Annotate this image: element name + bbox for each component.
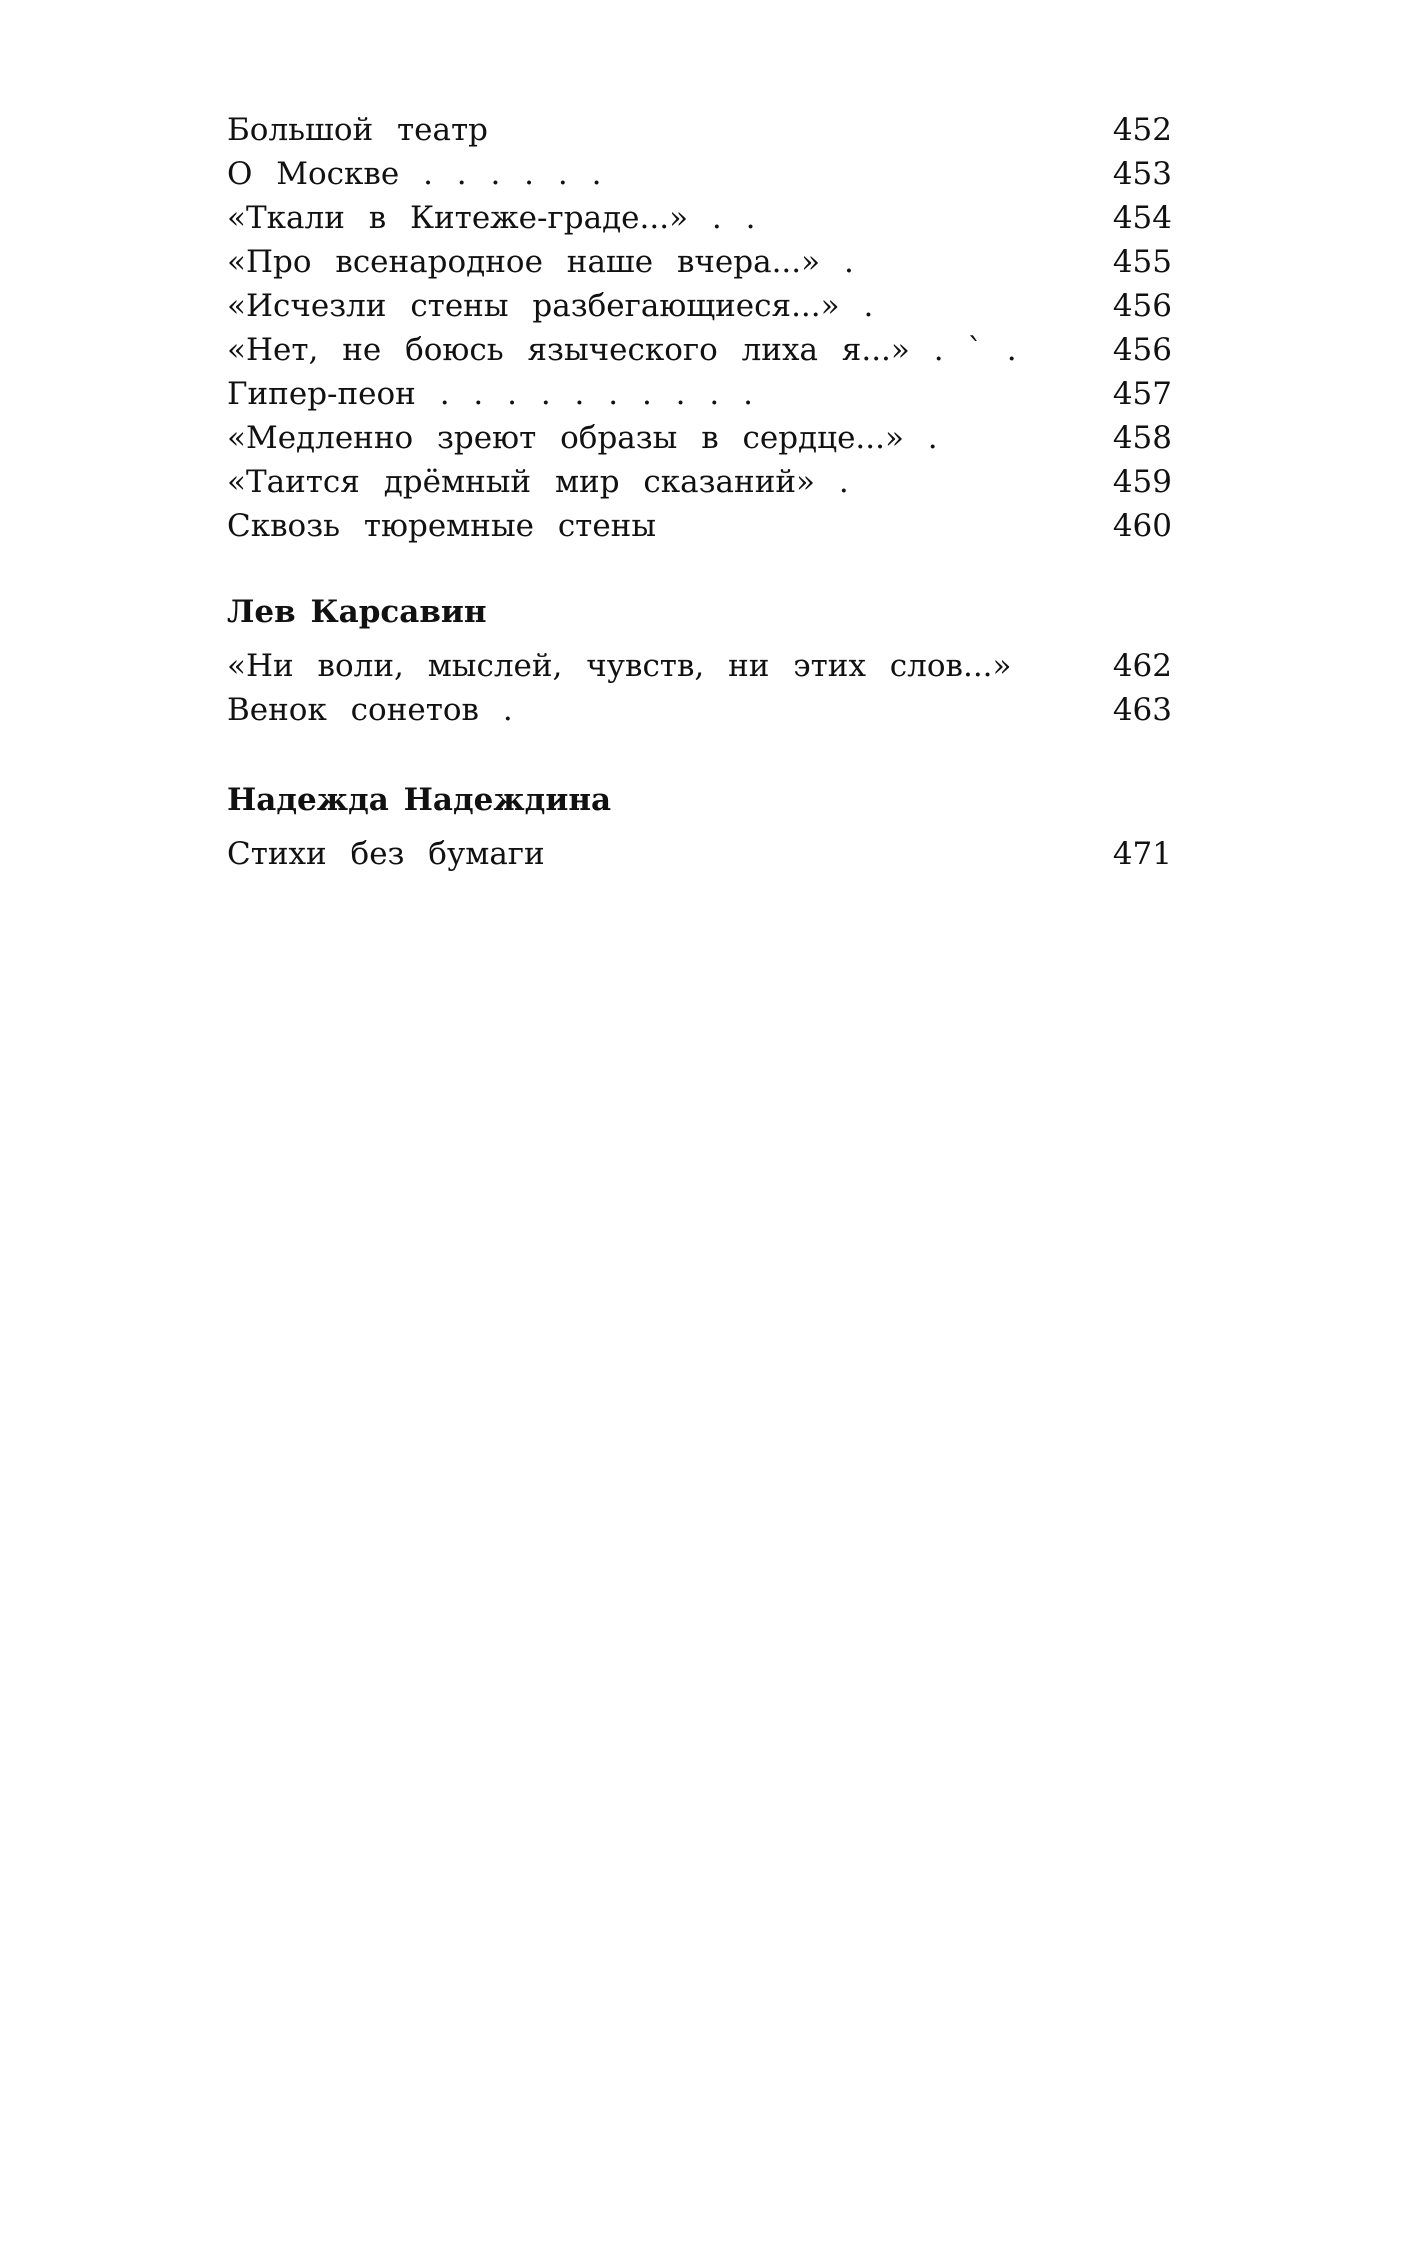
toc-entry xyxy=(227,504,1172,548)
toc-entry-page: 457 xyxy=(1112,376,1172,412)
toc-entry-title: «Нет, не боюсь языческого лиха я...» . ` . xyxy=(227,332,1017,368)
toc-entry-page: 463 xyxy=(1112,692,1172,728)
toc-entry-page: 453 xyxy=(1112,156,1172,192)
toc-entry xyxy=(227,832,1172,876)
toc-entry xyxy=(227,688,1172,732)
toc-entry-title: Сквозь тюремные стены xyxy=(227,508,657,544)
toc-entry-page: 462 xyxy=(1112,648,1172,684)
toc-entry-page: 455 xyxy=(1112,244,1172,280)
toc-entry xyxy=(227,644,1172,688)
toc-entry-title: Большой театр xyxy=(227,112,488,148)
toc-entry-title: Венок сонетов . xyxy=(227,692,513,728)
toc-entry xyxy=(227,372,1172,416)
toc-entry-title: «Про всенародное наше вчера...» . xyxy=(227,244,854,280)
toc-entry-page: 471 xyxy=(1112,836,1172,872)
toc-entry-title: Гипер-пеон . . . . . . . . . . xyxy=(227,376,753,412)
toc-entry xyxy=(227,284,1172,328)
toc-entry xyxy=(227,152,1172,196)
toc-entry-page: 452 xyxy=(1112,112,1172,148)
toc-entry-title: «Исчезли стены разбегающиеся...» . xyxy=(227,288,874,324)
heading-spacer xyxy=(227,822,1172,832)
toc-entry-title: Стихи без бумаги xyxy=(227,836,545,872)
toc-entry-page: 458 xyxy=(1112,420,1172,456)
toc-entry-page: 456 xyxy=(1112,332,1172,368)
toc-entry xyxy=(227,240,1172,284)
toc-entry-page: 454 xyxy=(1112,200,1172,236)
toc-entry xyxy=(227,328,1172,372)
toc-entry xyxy=(227,416,1172,460)
toc-section xyxy=(227,590,1172,732)
toc-section xyxy=(227,108,1172,548)
toc-entry-title: «Медленно зреют образы в сердце...» . xyxy=(227,420,938,456)
toc-entry-title: «Таится дрёмный мир сказаний» . xyxy=(227,464,849,500)
toc-entry-title: «Ткали в Китеже-граде...» . . xyxy=(227,200,756,236)
table-of-contents xyxy=(227,108,1172,876)
heading-spacer xyxy=(227,634,1172,644)
toc-entry-page: 460 xyxy=(1112,508,1172,544)
author-heading: Надежда Надеждина xyxy=(227,782,612,818)
toc-entry-page: 456 xyxy=(1112,288,1172,324)
toc-entry xyxy=(227,196,1172,240)
toc-entry-page: 459 xyxy=(1112,464,1172,500)
toc-entry xyxy=(227,108,1172,152)
toc-section xyxy=(227,778,1172,876)
author-heading: Лев Карсавин xyxy=(227,594,487,630)
toc-entry-title: О Москве . . . . . . xyxy=(227,156,602,192)
toc-entry xyxy=(227,460,1172,504)
toc-entry-title: «Ни воли, мыслей, чувств, ни этих слов...» xyxy=(227,648,1012,684)
